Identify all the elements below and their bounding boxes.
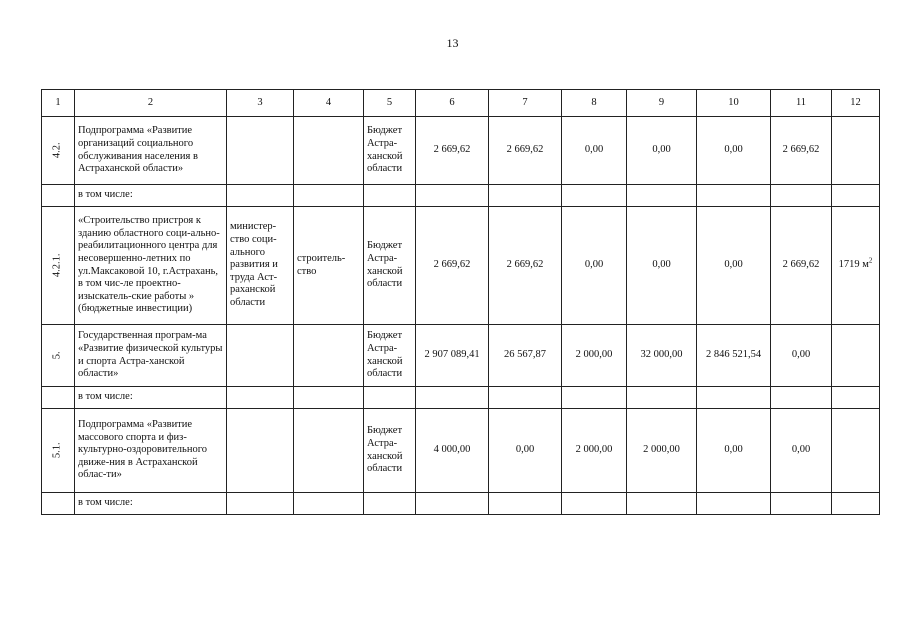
row-name: Государственная програм-ма «Развитие физической культуры и спорта Астра-ханской области»: [75, 325, 227, 387]
row-col-10: 0,00: [697, 117, 771, 185]
row-col-8: 2 000,00: [562, 325, 627, 387]
subheader-label: в том числе:: [75, 493, 227, 515]
row-col-12-value: 1719 м: [838, 259, 869, 271]
row-work-type: строитель-ство: [294, 207, 364, 325]
row-code-cell: [42, 207, 75, 325]
row-col-11: 0,00: [771, 409, 832, 493]
header-cell-2: 2: [75, 90, 227, 117]
row-col-8: 0,00: [562, 117, 627, 185]
empty-cell: [771, 387, 832, 409]
empty-cell: [227, 185, 294, 207]
subheader-label: в том числе:: [75, 185, 227, 207]
row-col-7: 2 669,62: [489, 207, 562, 325]
empty-cell: [771, 493, 832, 515]
empty-cell: [364, 185, 416, 207]
empty-cell: [832, 185, 880, 207]
table-row-4-2-1: [42, 207, 880, 325]
empty-cell: [562, 493, 627, 515]
row-col-6: 2 907 089,41: [416, 325, 489, 387]
subheader-empty-code: [42, 493, 75, 515]
row-col-12: [832, 117, 880, 185]
empty-cell: [294, 185, 364, 207]
header-cell-6: 6: [416, 90, 489, 117]
row-col-12: [832, 207, 880, 325]
empty-cell: [832, 493, 880, 515]
row-source: Бюджет Астра-ханской области: [364, 325, 416, 387]
empty-cell: [832, 387, 880, 409]
empty-cell: [562, 185, 627, 207]
table-row-4-2: [42, 117, 880, 185]
header-cell-12: 12: [832, 90, 880, 117]
row-col-9: 0,00: [627, 207, 697, 325]
row-code-cell: [42, 409, 75, 493]
row-source: Бюджет Астра-ханской области: [364, 117, 416, 185]
empty-cell: [771, 185, 832, 207]
row-code: 5.: [51, 351, 63, 360]
row-col-6: 4 000,00: [416, 409, 489, 493]
empty-cell: [627, 493, 697, 515]
row-col-12: [832, 409, 880, 493]
header-row: [42, 90, 880, 117]
row-code: 4.2.: [51, 142, 63, 159]
header-cell-4: 4: [294, 90, 364, 117]
page-number: 13: [446, 36, 459, 50]
empty-cell: [489, 185, 562, 207]
header-cell-7: 7: [489, 90, 562, 117]
row-col-12: [832, 325, 880, 387]
empty-cell: [416, 493, 489, 515]
header-cell-1: 1: [42, 90, 75, 117]
table-row-subheader-3: [42, 493, 880, 515]
row-col-9: 2 000,00: [627, 409, 697, 493]
row-source: Бюджет Астра-ханской области: [364, 207, 416, 325]
empty-cell: [489, 387, 562, 409]
empty-cell: [697, 387, 771, 409]
row-source: Бюджет Астра-ханской области: [364, 409, 416, 493]
empty-cell: [294, 493, 364, 515]
row-col-10: 0,00: [697, 409, 771, 493]
budget-table: [41, 89, 880, 515]
row-col-11: 2 669,62: [771, 117, 832, 185]
header-cell-3: 3: [227, 90, 294, 117]
row-col-9: 0,00: [627, 117, 697, 185]
empty-cell: [489, 493, 562, 515]
row-work-type: [294, 409, 364, 493]
header-cell-5: 5: [364, 90, 416, 117]
row-col-8: 0,00: [562, 207, 627, 325]
row-col-7: 2 669,62: [489, 117, 562, 185]
empty-cell: [627, 387, 697, 409]
row-col-12-unit: 2: [868, 256, 873, 265]
empty-cell: [364, 387, 416, 409]
subheader-empty-code: [42, 185, 75, 207]
row-col-10: 0,00: [697, 207, 771, 325]
row-name: Подпрограмма «Развитие организаций социального обслуживания населения в Астраханской области»: [75, 117, 227, 185]
row-code: 4.2.1.: [51, 253, 63, 278]
empty-cell: [627, 185, 697, 207]
row-responsible: [227, 409, 294, 493]
row-name: «Строительство пристроя к зданию областного соци-ально-реабилитационного центра для несовершенно-летних по ул.Максаковой 10, г.Астрахань, в том чис-ле проектно- изыскатель-ские работы » (бюджетные инвестиции): [75, 207, 227, 325]
subheader-label: в том числе:: [75, 387, 227, 409]
row-col-6: 2 669,62: [416, 117, 489, 185]
row-work-type: [294, 325, 364, 387]
row-responsible: министер-ство соци-ального развития и труда Аст-раханской области: [227, 207, 294, 325]
empty-cell: [227, 387, 294, 409]
empty-cell: [416, 387, 489, 409]
row-responsible: [227, 117, 294, 185]
empty-cell: [562, 387, 627, 409]
row-col-6: 2 669,62: [416, 207, 489, 325]
row-col-10: 2 846 521,54: [697, 325, 771, 387]
table-row-5-1: [42, 409, 880, 493]
empty-cell: [416, 185, 489, 207]
empty-cell: [697, 493, 771, 515]
empty-cell: [294, 387, 364, 409]
empty-cell: [227, 493, 294, 515]
row-col-7: 0,00: [489, 409, 562, 493]
row-col-11: 0,00: [771, 325, 832, 387]
header-cell-11: 11: [771, 90, 832, 117]
subheader-empty-code: [42, 387, 75, 409]
table-row-5: [42, 325, 880, 387]
row-code: 5.1.: [51, 442, 63, 459]
table-row-subheader-2: [42, 387, 880, 409]
row-responsible: [227, 325, 294, 387]
row-code-cell: [42, 325, 75, 387]
row-work-type: [294, 117, 364, 185]
row-code-cell: [42, 117, 75, 185]
empty-cell: [364, 493, 416, 515]
row-col-8: 2 000,00: [562, 409, 627, 493]
header-cell-10: 10: [697, 90, 771, 117]
row-col-11: 2 669,62: [771, 207, 832, 325]
row-col-7: 26 567,87: [489, 325, 562, 387]
empty-cell: [697, 185, 771, 207]
header-cell-8: 8: [562, 90, 627, 117]
table-header: [42, 90, 880, 117]
row-name: Подпрограмма «Развитие массового спорта и физ-культурно-оздоровительного движе-ния в Астраханской облас-ти»: [75, 409, 227, 493]
table-row-subheader-1: [42, 185, 880, 207]
row-col-9: 32 000,00: [627, 325, 697, 387]
header-cell-9: 9: [627, 90, 697, 117]
